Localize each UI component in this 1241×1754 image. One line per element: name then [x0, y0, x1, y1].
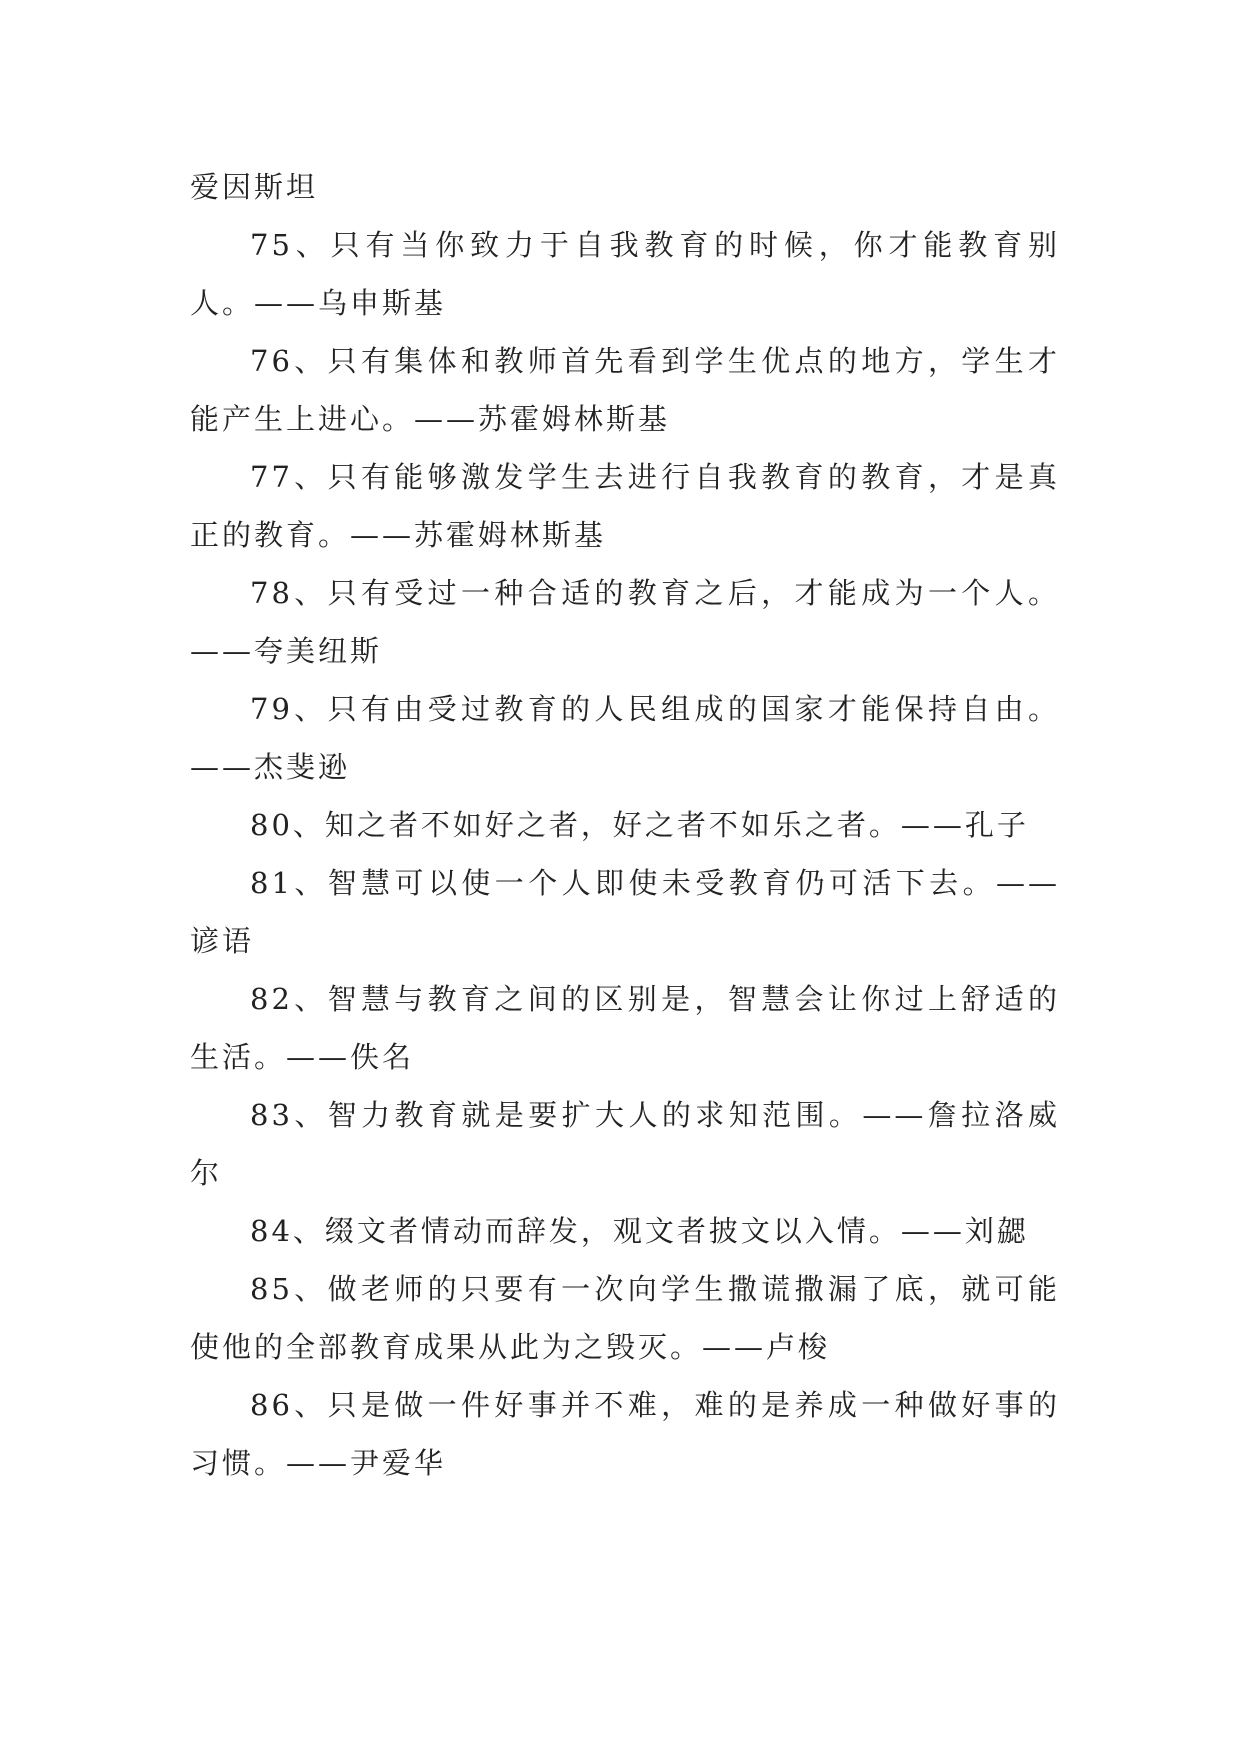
quote-86: 86、只是做一件好事并不难，难的是养成一种做好事的习惯。——尹爱华: [190, 1388, 1060, 1480]
paragraph-continuation: 爱因斯坦: [190, 170, 319, 204]
quote-82: 82、智慧与教育之间的区别是，智慧会让你过上舒适的生活。——佚名: [190, 982, 1060, 1074]
quote-78: 78、只有受过一种合适的教育之后，才能成为一个人。——夸美纽斯: [190, 576, 1060, 668]
quote-81: 81、智慧可以使一个人即使未受教育仍可活下去。——谚语: [190, 866, 1060, 958]
quote-76: 76、只有集体和教师首先看到学生优点的地方，学生才能产生上进心。——苏霍姆林斯基: [190, 344, 1060, 436]
quote-84: 84、缀文者情动而辞发，观文者披文以入情。——刘勰: [250, 1214, 1029, 1248]
document-body: [190, 158, 1060, 1492]
quote-80: 80、知之者不如好之者，好之者不如乐之者。——孔子: [250, 808, 1029, 842]
quote-83: 83、智力教育就是要扩大人的求知范围。——詹拉洛威尔: [190, 1098, 1060, 1190]
quote-75: 75、只有当你致力于自我教育的时候，你才能教育别人。——乌申斯基: [190, 228, 1060, 320]
quote-77: 77、只有能够激发学生去进行自我教育的教育，才是真正的教育。——苏霍姆林斯基: [190, 460, 1060, 552]
quote-85: 85、做老师的只要有一次向学生撒谎撒漏了底，就可能使他的全部教育成果从此为之毁灭。——卢梭: [190, 1272, 1060, 1364]
quote-79: 79、只有由受过教育的人民组成的国家才能保持自由。——杰斐逊: [190, 692, 1060, 784]
